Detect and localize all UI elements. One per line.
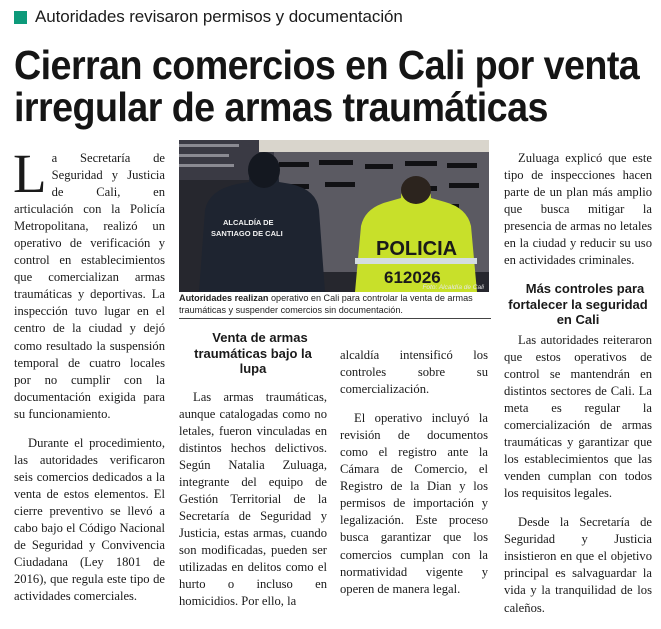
paragraph: Las armas traumáticas, aunque catalogadas como no letales, fueron vinculadas en distintos hechos delictivos. Según Natalia Zuluaga, integrante del equipo de Gestión Territorial de la Secretaría de Seguridad y Justicia, estas armas, cuando son modificadas, pueden ser utilizadas en delitos como el hurto o incluso en homicidios. Por ello, la [179,389,327,609]
caption-text: operativo en Cali para controlar la venta de armas traumáticas y suspender comercios sin documentación. [179,293,473,315]
paragraph: alcaldía intensificó los controles sobre su comercialización. [340,348,488,397]
headline-line-1: Cierran comercios en Cali por venta [14,42,640,88]
jacket-text-line-2: SANTIAGO DE CALI [211,229,283,238]
lead-paragraph-text: a Secretaría de Seguridad y Justicia de Cali, en articulación con la Policía Metropolitana, realizó un operativo de verificación y control en establecimientos que comercializan armas traumáticas y deportivas. La inspección tuvo lugar en el centro de la ciudad y dejó como resultado la suspensión temporal de cuatro locales por no cumplir con la documentación exigida para su funcionamiento. [14,151,165,421]
article-column-3 [340,347,488,610]
drop-cap: L [13,143,47,204]
photo-credit: Foto: Alcaldía de Cali [422,284,484,291]
kicker-text: Autoridades revisaron permisos y documentación [35,7,403,26]
photo-caption [179,293,491,316]
paragraph: Durante el procedimiento, las autoridades verificaron seis comercios dedicados a la venta de estos elementos. El cierre preventivo se llevó a cabo bajo el Código Nacional de Seguridad y Convivencia Ciudadana (Ley 1801 de 2016), que regula este tipo de actividades comerciales. [14,435,165,604]
news-photo [179,140,489,292]
vest-text: POLICIA [376,238,458,260]
lead-paragraph [13,143,165,423]
headline [14,42,640,130]
paragraph: Zuluaga explicó que este tipo de inspecciones hacen parte de un plan más amplio que busca mitigar la presencia de armas no letales en la ciudad y reducir su uso en actividades criminales. [504,151,652,268]
paragraph: Desde la Secretaría de Seguridad y Justicia insistieron en que el objetivo principal es salvaguardar la vida y la tranquilidad de los caleños. [504,515,652,615]
headline-line-2: irregular de armas traumáticas [14,84,548,130]
paragraph: El operativo incluyó la revisión de documentos como el registro ante la Cámara de Comercio, el Registro de la Dian y los permisos de importación y legalización. Este proceso busca garantizar que los comercios cumplan con la normatividad vigente y operen de manera legal. [340,411,488,596]
kicker-square-icon [14,11,27,24]
article-column-1 [13,143,165,617]
article-column-4 [504,150,652,629]
divider [179,318,491,319]
subhead: Venta de armas traumáticas bajo la lupa [194,330,312,376]
jacket-text-line-1: ALCALDÍA DE [223,218,274,227]
caption-bold: Autoridades realizan [179,293,269,303]
article-column-2 [179,330,327,622]
photo-illustration [179,140,489,292]
subhead: Más controles para fortalecer la seguridad en Cali [508,281,648,328]
section-kicker [14,6,403,28]
paragraph: Las autoridades reiteraron que estos operativos de control se mantendrán en distintos sectores de Cali. La meta es regular la comercialización de armas traumáticas y garantizar que los establecimientos que las venden cumplan con todos los requisitos legales. [504,332,652,501]
vest-number: 612026 [384,268,441,287]
